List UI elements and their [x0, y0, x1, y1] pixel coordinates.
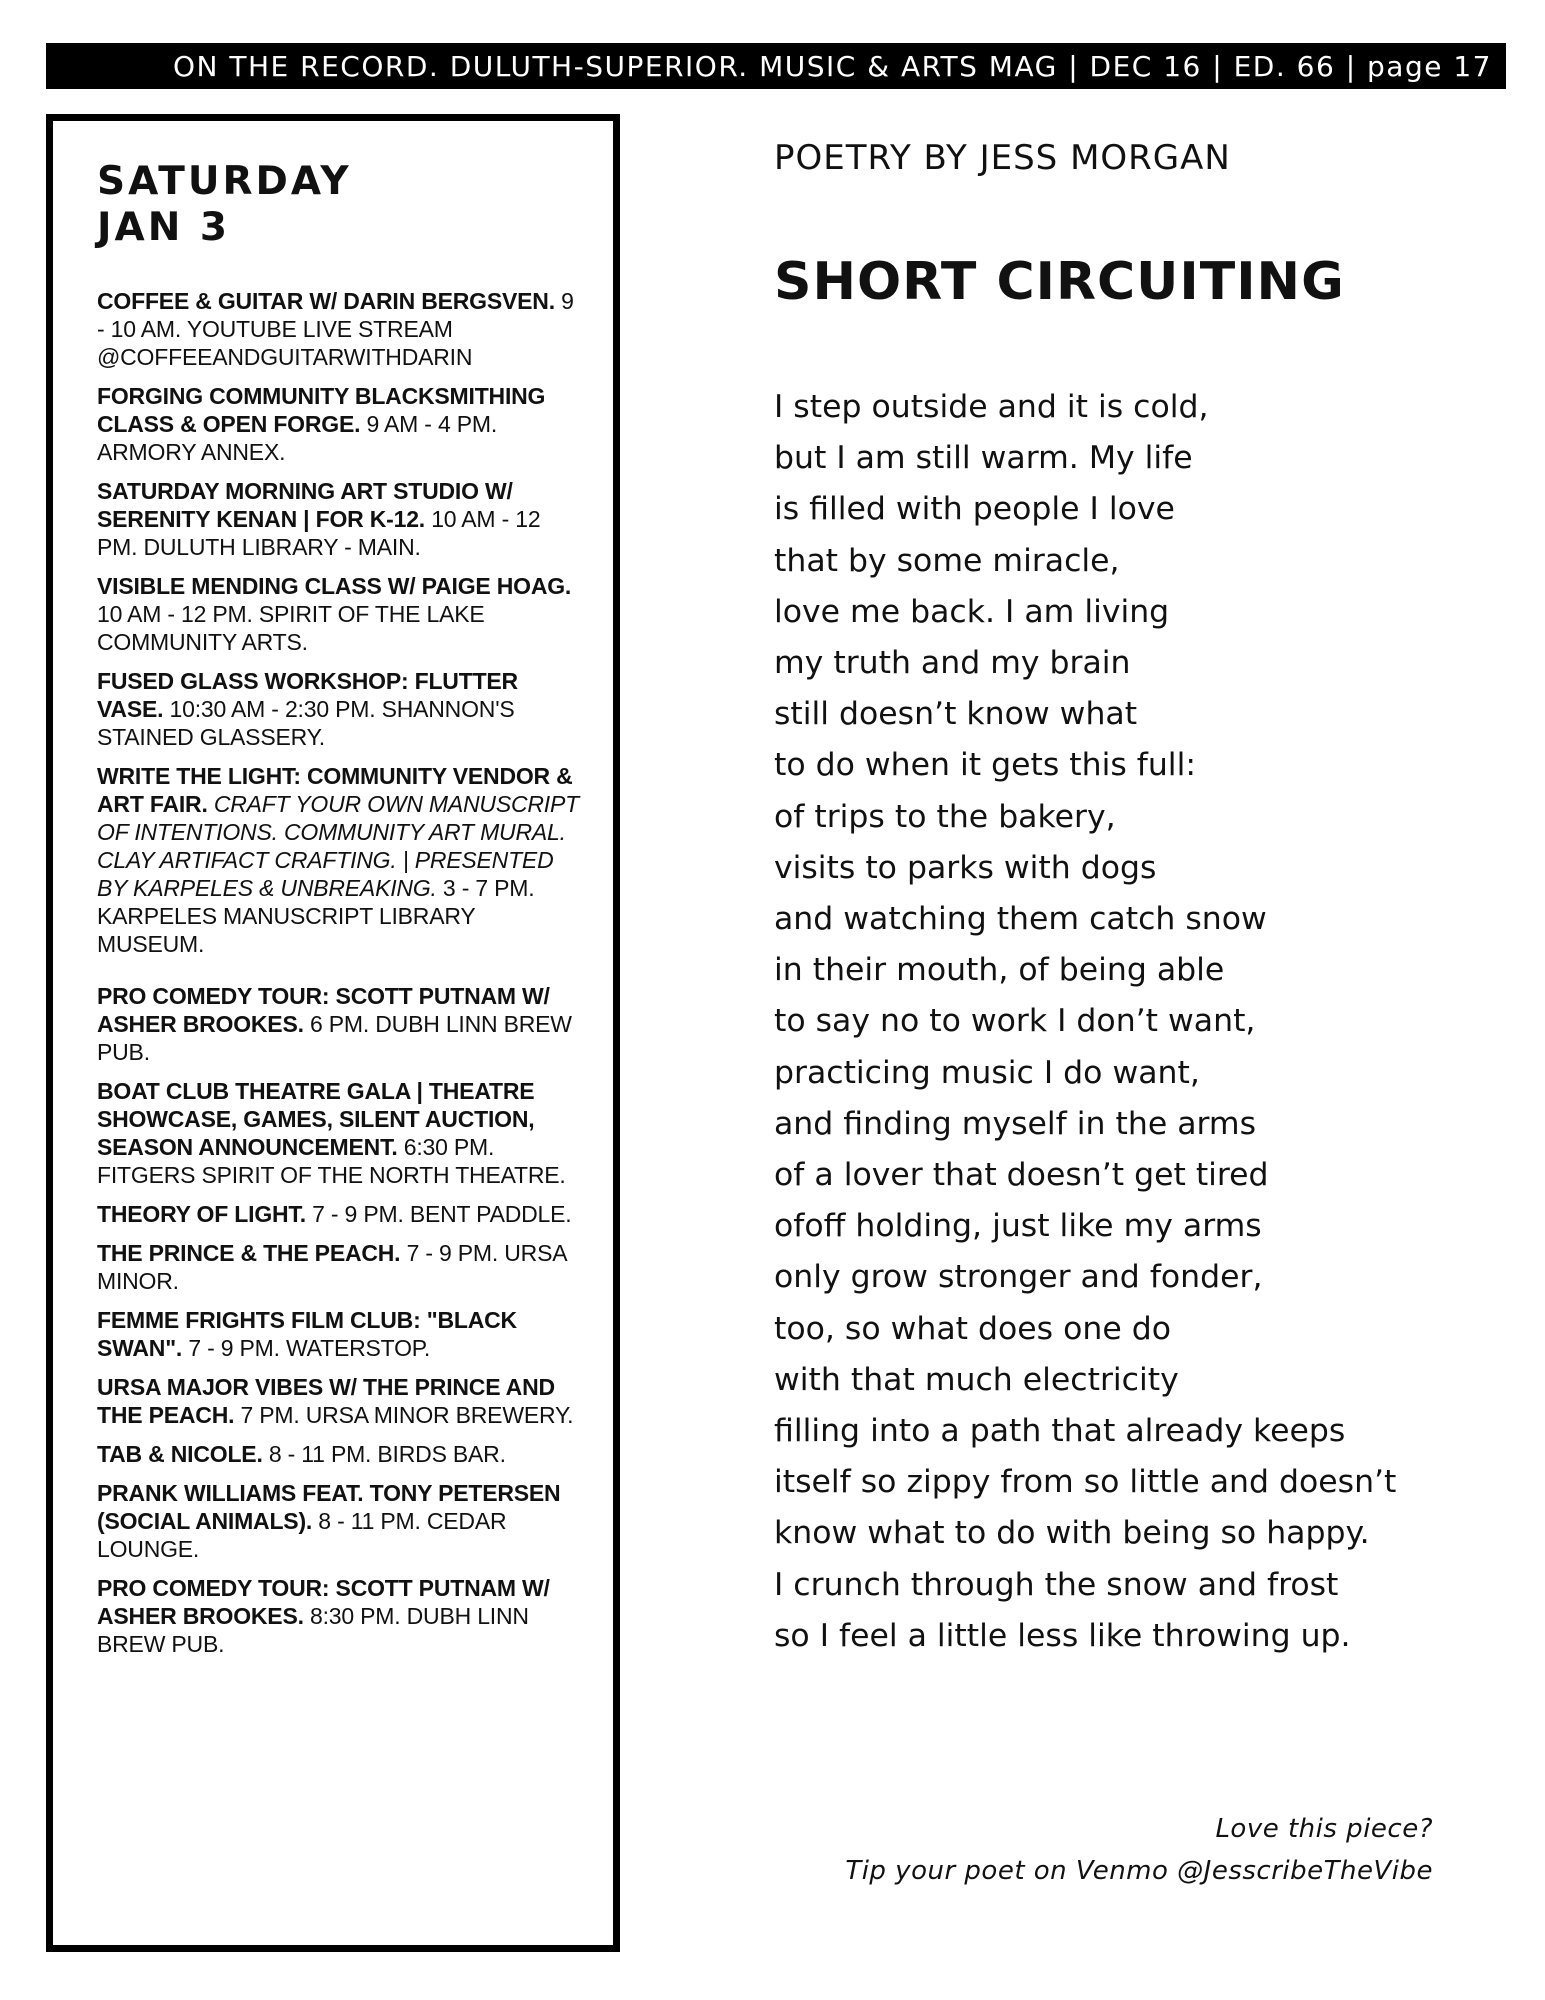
- day-heading: [97, 159, 583, 251]
- event-details: 8:30 PM. DUBH LINN BREW PUB.: [97, 1603, 529, 1657]
- event-details: 7 PM. URSA MINOR BREWERY.: [240, 1402, 574, 1428]
- event-item: [97, 1239, 583, 1295]
- poem-line: I crunch through the snow and frost: [774, 1566, 1339, 1603]
- poem-line: only grow stronger and fonder,: [774, 1259, 1263, 1296]
- event-title: PRO COMEDY TOUR: SCOTT PUTNAM W/ ASHER BROOKES.: [97, 1575, 550, 1629]
- poem-line: is filled with people I love: [774, 491, 1175, 528]
- event-details: 10:30 AM - 2:30 PM. SHANNON'S STAINED GLASSERY.: [97, 696, 515, 750]
- event-details: 7 - 9 PM. WATERSTOP.: [188, 1335, 431, 1361]
- event-item: [97, 1479, 583, 1563]
- event-item: [97, 1373, 583, 1429]
- poem-line: of trips to the bakery,: [774, 798, 1116, 835]
- event-item: [97, 1200, 583, 1228]
- poem-line: to say no to work I don’t want,: [774, 1003, 1256, 1040]
- event-item: [97, 1574, 583, 1658]
- event-item: [97, 382, 583, 466]
- poem-line: ofoff holding, just like my arms: [774, 1208, 1262, 1245]
- magazine-header-text: ON THE RECORD. DULUTH-SUPERIOR. MUSIC & ARTS MAG | DEC 16 | ED. 66 | page 17: [173, 49, 1492, 83]
- poem-line: with that much electricity: [774, 1361, 1179, 1398]
- poem-line: to do when it gets this full:: [774, 747, 1196, 784]
- poem-line: still doesn’t know what: [774, 696, 1138, 733]
- poem-line: practicing music I do want,: [774, 1054, 1200, 1091]
- poem-line: and watching them catch snow: [774, 901, 1267, 938]
- event-details: 9 - 10 AM. YOUTUBE LIVE STREAM @COFFEEANDGUITARWITHDARIN: [97, 288, 574, 370]
- event-details: 7 - 9 PM. BENT PADDLE.: [312, 1201, 572, 1227]
- event-title: PRANK WILLIAMS FEAT. TONY PETERSEN (SOCIAL ANIMALS).: [97, 1480, 561, 1534]
- event-item: [97, 667, 583, 751]
- event-item: [97, 1077, 583, 1189]
- poem-line: so I feel a little less like throwing up.: [774, 1617, 1351, 1654]
- event-details: 9 AM - 4 PM. ARMORY ANNEX.: [97, 411, 498, 465]
- event-details: 6:30 PM. FITGERS SPIRIT OF THE NORTH THEATRE.: [97, 1134, 566, 1188]
- event-item: [97, 1306, 583, 1362]
- event-title: COFFEE & GUITAR W/ DARIN BERGSVEN.: [97, 288, 555, 314]
- event-details: 8 - 11 PM. BIRDS BAR.: [268, 1441, 506, 1467]
- poem-byline: POETRY BY JESS MORGAN: [774, 138, 1231, 178]
- event-details: 6 PM. DUBH LINN BREW PUB.: [97, 1011, 572, 1065]
- event-title: BOAT CLUB THEATRE GALA | THEATRE SHOWCASE, GAMES, SILENT AUCTION, SEASON ANNOUNCEMENT.: [97, 1078, 535, 1160]
- poem-line: itself so zippy from so little and doesn’t: [774, 1464, 1397, 1501]
- event-title: SATURDAY MORNING ART STUDIO W/ SERENITY KENAN | FOR K-12.: [97, 478, 513, 532]
- event-description: CRAFT YOUR OWN MANUSCRIPT OF INTENTIONS. COMMUNITY ART MURAL. CLAY ARTIFACT CRAFTING. | PRESENTED BY KARPELES & UNBREAKING.: [97, 791, 579, 901]
- event-details: 8 - 11 PM. CEDAR LOUNGE.: [97, 1508, 507, 1562]
- poem-line: know what to do with being so happy.: [774, 1515, 1370, 1552]
- event-item: [97, 477, 583, 561]
- event-title: WRITE THE LIGHT: COMMUNITY VENDOR & ART FAIR.: [97, 763, 573, 817]
- event-item: [97, 762, 583, 958]
- event-list: [97, 287, 583, 1658]
- tip-question: Love this piece?: [1215, 1814, 1433, 1844]
- poem-line: my truth and my brain: [774, 645, 1131, 682]
- event-title: TAB & NICOLE.: [97, 1441, 263, 1467]
- poem-line: of a lover that doesn’t get tired: [774, 1157, 1269, 1194]
- event-item: [97, 1440, 583, 1468]
- poem-body: [774, 382, 1396, 1662]
- poem-line: I step outside and it is cold,: [774, 389, 1209, 425]
- event-title: THEORY OF LIGHT.: [97, 1201, 306, 1227]
- poem-line: visits to parks with dogs: [774, 849, 1157, 886]
- event-title: VISIBLE MENDING CLASS W/ PAIGE HOAG.: [97, 573, 572, 599]
- poem-line: too, so what does one do: [774, 1310, 1171, 1347]
- event-title: PRO COMEDY TOUR: SCOTT PUTNAM W/ ASHER BROOKES.: [97, 983, 550, 1037]
- event-title: FEMME FRIGHTS FILM CLUB: "BLACK SWAN".: [97, 1307, 517, 1361]
- poem-line: and finding myself in the arms: [774, 1105, 1257, 1142]
- event-details: 3 - 7 PM. KARPELES MANUSCRIPT LIBRARY MUSEUM.: [97, 875, 535, 957]
- day-date: JAN 3: [97, 205, 231, 250]
- poem-title: SHORT CIRCUITING: [774, 252, 1345, 312]
- event-title: FUSED GLASS WORKSHOP: FLUTTER VASE.: [97, 668, 518, 722]
- event-details: 7 - 9 PM. URSA MINOR.: [97, 1240, 567, 1294]
- event-item: [97, 287, 583, 371]
- event-listings-box: [46, 114, 620, 1952]
- event-item: [97, 572, 583, 656]
- day-name: SATURDAY: [97, 159, 352, 204]
- poem-line: but I am still warm. My life: [774, 440, 1193, 477]
- tip-venmo-text: Tip your poet on Venmo @JesscribeTheVibe: [845, 1856, 1433, 1886]
- poem-line: that by some miracle,: [774, 542, 1120, 579]
- event-title: THE PRINCE & THE PEACH.: [97, 1240, 401, 1266]
- event-title: URSA MAJOR VIBES W/ THE PRINCE AND THE PEACH.: [97, 1374, 555, 1428]
- poem-line: in their mouth, of being able: [774, 952, 1225, 989]
- event-title: FORGING COMMUNITY BLACKSMITHING CLASS & OPEN FORGE.: [97, 383, 546, 437]
- event-item: [97, 982, 583, 1066]
- event-details: 10 AM - 12 PM. DULUTH LIBRARY - MAIN.: [97, 506, 541, 560]
- magazine-header-bar: [46, 43, 1506, 89]
- event-details: 10 AM - 12 PM. SPIRIT OF THE LAKE COMMUNITY ARTS.: [97, 601, 485, 655]
- tip-note: [845, 1808, 1433, 1892]
- poem-line: love me back. I am living: [774, 593, 1170, 630]
- poem-line: filling into a path that already keeps: [774, 1413, 1346, 1450]
